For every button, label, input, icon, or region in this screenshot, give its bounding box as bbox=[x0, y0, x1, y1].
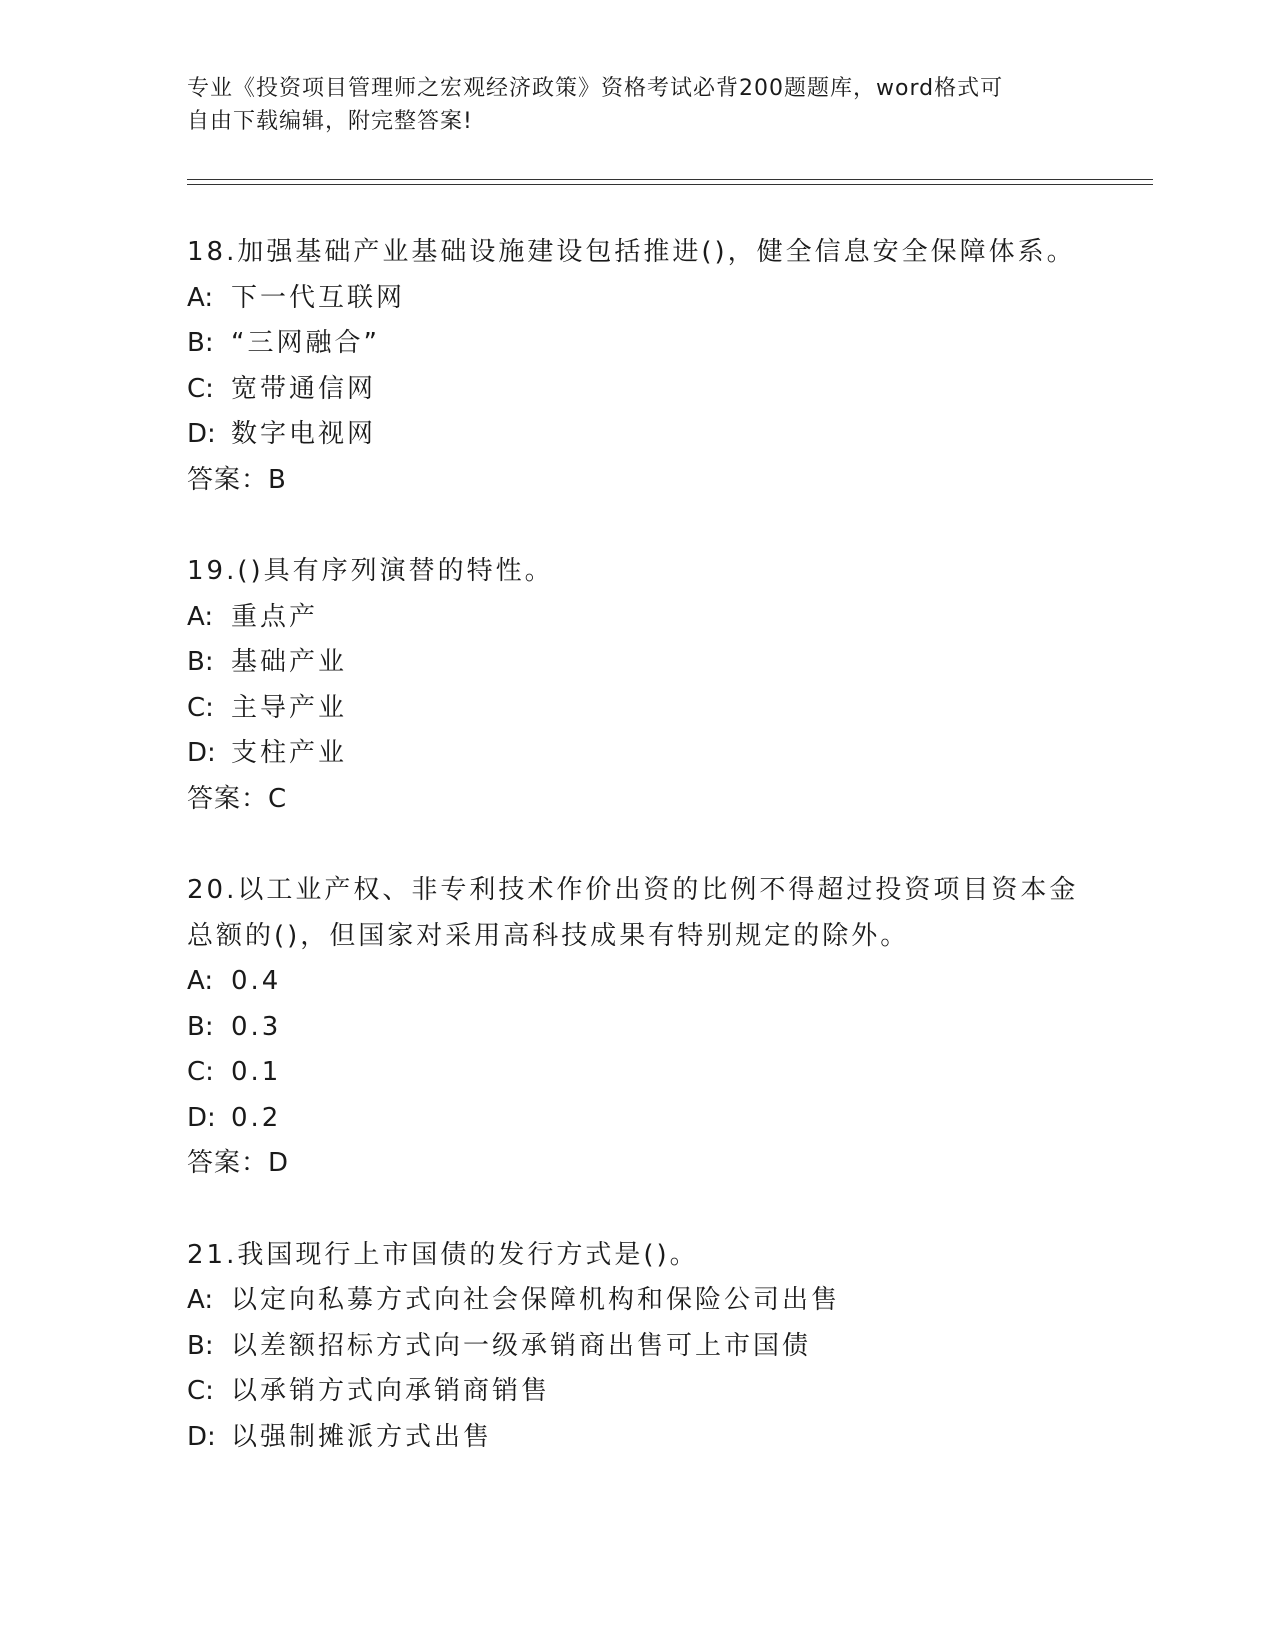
option-b bbox=[187, 321, 1147, 367]
option-letter: D: bbox=[187, 1102, 216, 1133]
option-text: 0.2 bbox=[231, 1102, 282, 1133]
option-text: 以强制摊派方式出售 bbox=[231, 1421, 493, 1452]
question-18 bbox=[187, 230, 1147, 503]
option-text: 宽带通信网 bbox=[231, 373, 377, 404]
option-b bbox=[187, 1324, 1147, 1370]
header-line-1: 专业《投资项目管理师之宏观经济政策》资格考试必背200题题库，word格式可 bbox=[187, 76, 1004, 101]
option-letter: B: bbox=[187, 1011, 214, 1042]
option-text: 支柱产业 bbox=[231, 738, 348, 768]
answer: 答案：B bbox=[187, 464, 287, 495]
option-letter: C: bbox=[187, 1376, 214, 1406]
option-c bbox=[187, 1369, 1147, 1415]
option-d bbox=[187, 1415, 1147, 1461]
option-letter: A: bbox=[187, 601, 214, 632]
option-d bbox=[187, 1096, 1147, 1142]
option-b bbox=[187, 640, 1147, 686]
question-20 bbox=[187, 868, 1147, 1187]
option-text: 以定向私募方式向社会保障机构和保险公司出售 bbox=[231, 1285, 841, 1315]
option-letter: B: bbox=[187, 647, 214, 677]
option-letter: A: bbox=[187, 1285, 214, 1315]
option-text: 0.4 bbox=[231, 966, 282, 996]
question-stem: 18.加强基础产业基础设施建设包括推进()，健全信息安全保障体系。 bbox=[187, 237, 1076, 267]
option-text: 以差额招标方式向一级承销商出售可上市国债 bbox=[231, 1330, 812, 1361]
option-letter: A: bbox=[187, 282, 214, 313]
option-a bbox=[187, 959, 1147, 1005]
option-c bbox=[187, 367, 1147, 413]
question-21 bbox=[187, 1233, 1147, 1461]
option-d bbox=[187, 412, 1147, 458]
option-text: 0.1 bbox=[231, 1057, 282, 1087]
option-text: 以承销方式向承销商销售 bbox=[231, 1376, 551, 1406]
option-letter: C: bbox=[187, 1057, 214, 1087]
option-c bbox=[187, 686, 1147, 732]
option-letter: D: bbox=[187, 738, 216, 768]
option-text: 主导产业 bbox=[231, 692, 348, 723]
header-divider-top bbox=[187, 179, 1153, 180]
question-19 bbox=[187, 549, 1147, 822]
option-b bbox=[187, 1005, 1147, 1051]
option-letter: B: bbox=[187, 1330, 214, 1361]
option-letter: D: bbox=[187, 1421, 216, 1452]
option-a bbox=[187, 276, 1147, 322]
option-text: 基础产业 bbox=[231, 647, 348, 677]
question-stem-continued: 总额的()，但国家对采用高科技成果有特别规定的除外。 bbox=[187, 920, 910, 951]
option-letter: C: bbox=[187, 373, 214, 404]
option-c bbox=[187, 1050, 1147, 1096]
answer: 答案：C bbox=[187, 783, 288, 814]
option-letter: C: bbox=[187, 692, 214, 723]
option-text: 数字电视网 bbox=[231, 419, 377, 449]
question-stem: 21.我国现行上市国债的发行方式是()。 bbox=[187, 1239, 699, 1270]
option-letter: A: bbox=[187, 966, 214, 996]
header-line-2: 自由下载编辑，附完整答案! bbox=[187, 109, 473, 134]
question-stem: 19.()具有序列演替的特性。 bbox=[187, 556, 554, 586]
document-header bbox=[187, 72, 1087, 138]
option-text: 下一代互联网 bbox=[231, 282, 406, 313]
question-stem: 20.以工业产权、非专利技术作价出资的比例不得超过投资项目资本金 bbox=[187, 875, 1079, 905]
option-d bbox=[187, 731, 1147, 777]
answer: 答案：D bbox=[187, 1148, 290, 1178]
option-text: 0.3 bbox=[231, 1011, 282, 1042]
option-letter: D: bbox=[187, 419, 216, 449]
option-text: 重点产 bbox=[231, 601, 319, 632]
option-text: “三网融合” bbox=[231, 328, 380, 358]
question-list bbox=[187, 230, 1147, 1506]
option-a bbox=[187, 595, 1147, 641]
option-letter: B: bbox=[187, 328, 214, 358]
option-a bbox=[187, 1278, 1147, 1324]
header-divider-bottom bbox=[187, 184, 1153, 185]
